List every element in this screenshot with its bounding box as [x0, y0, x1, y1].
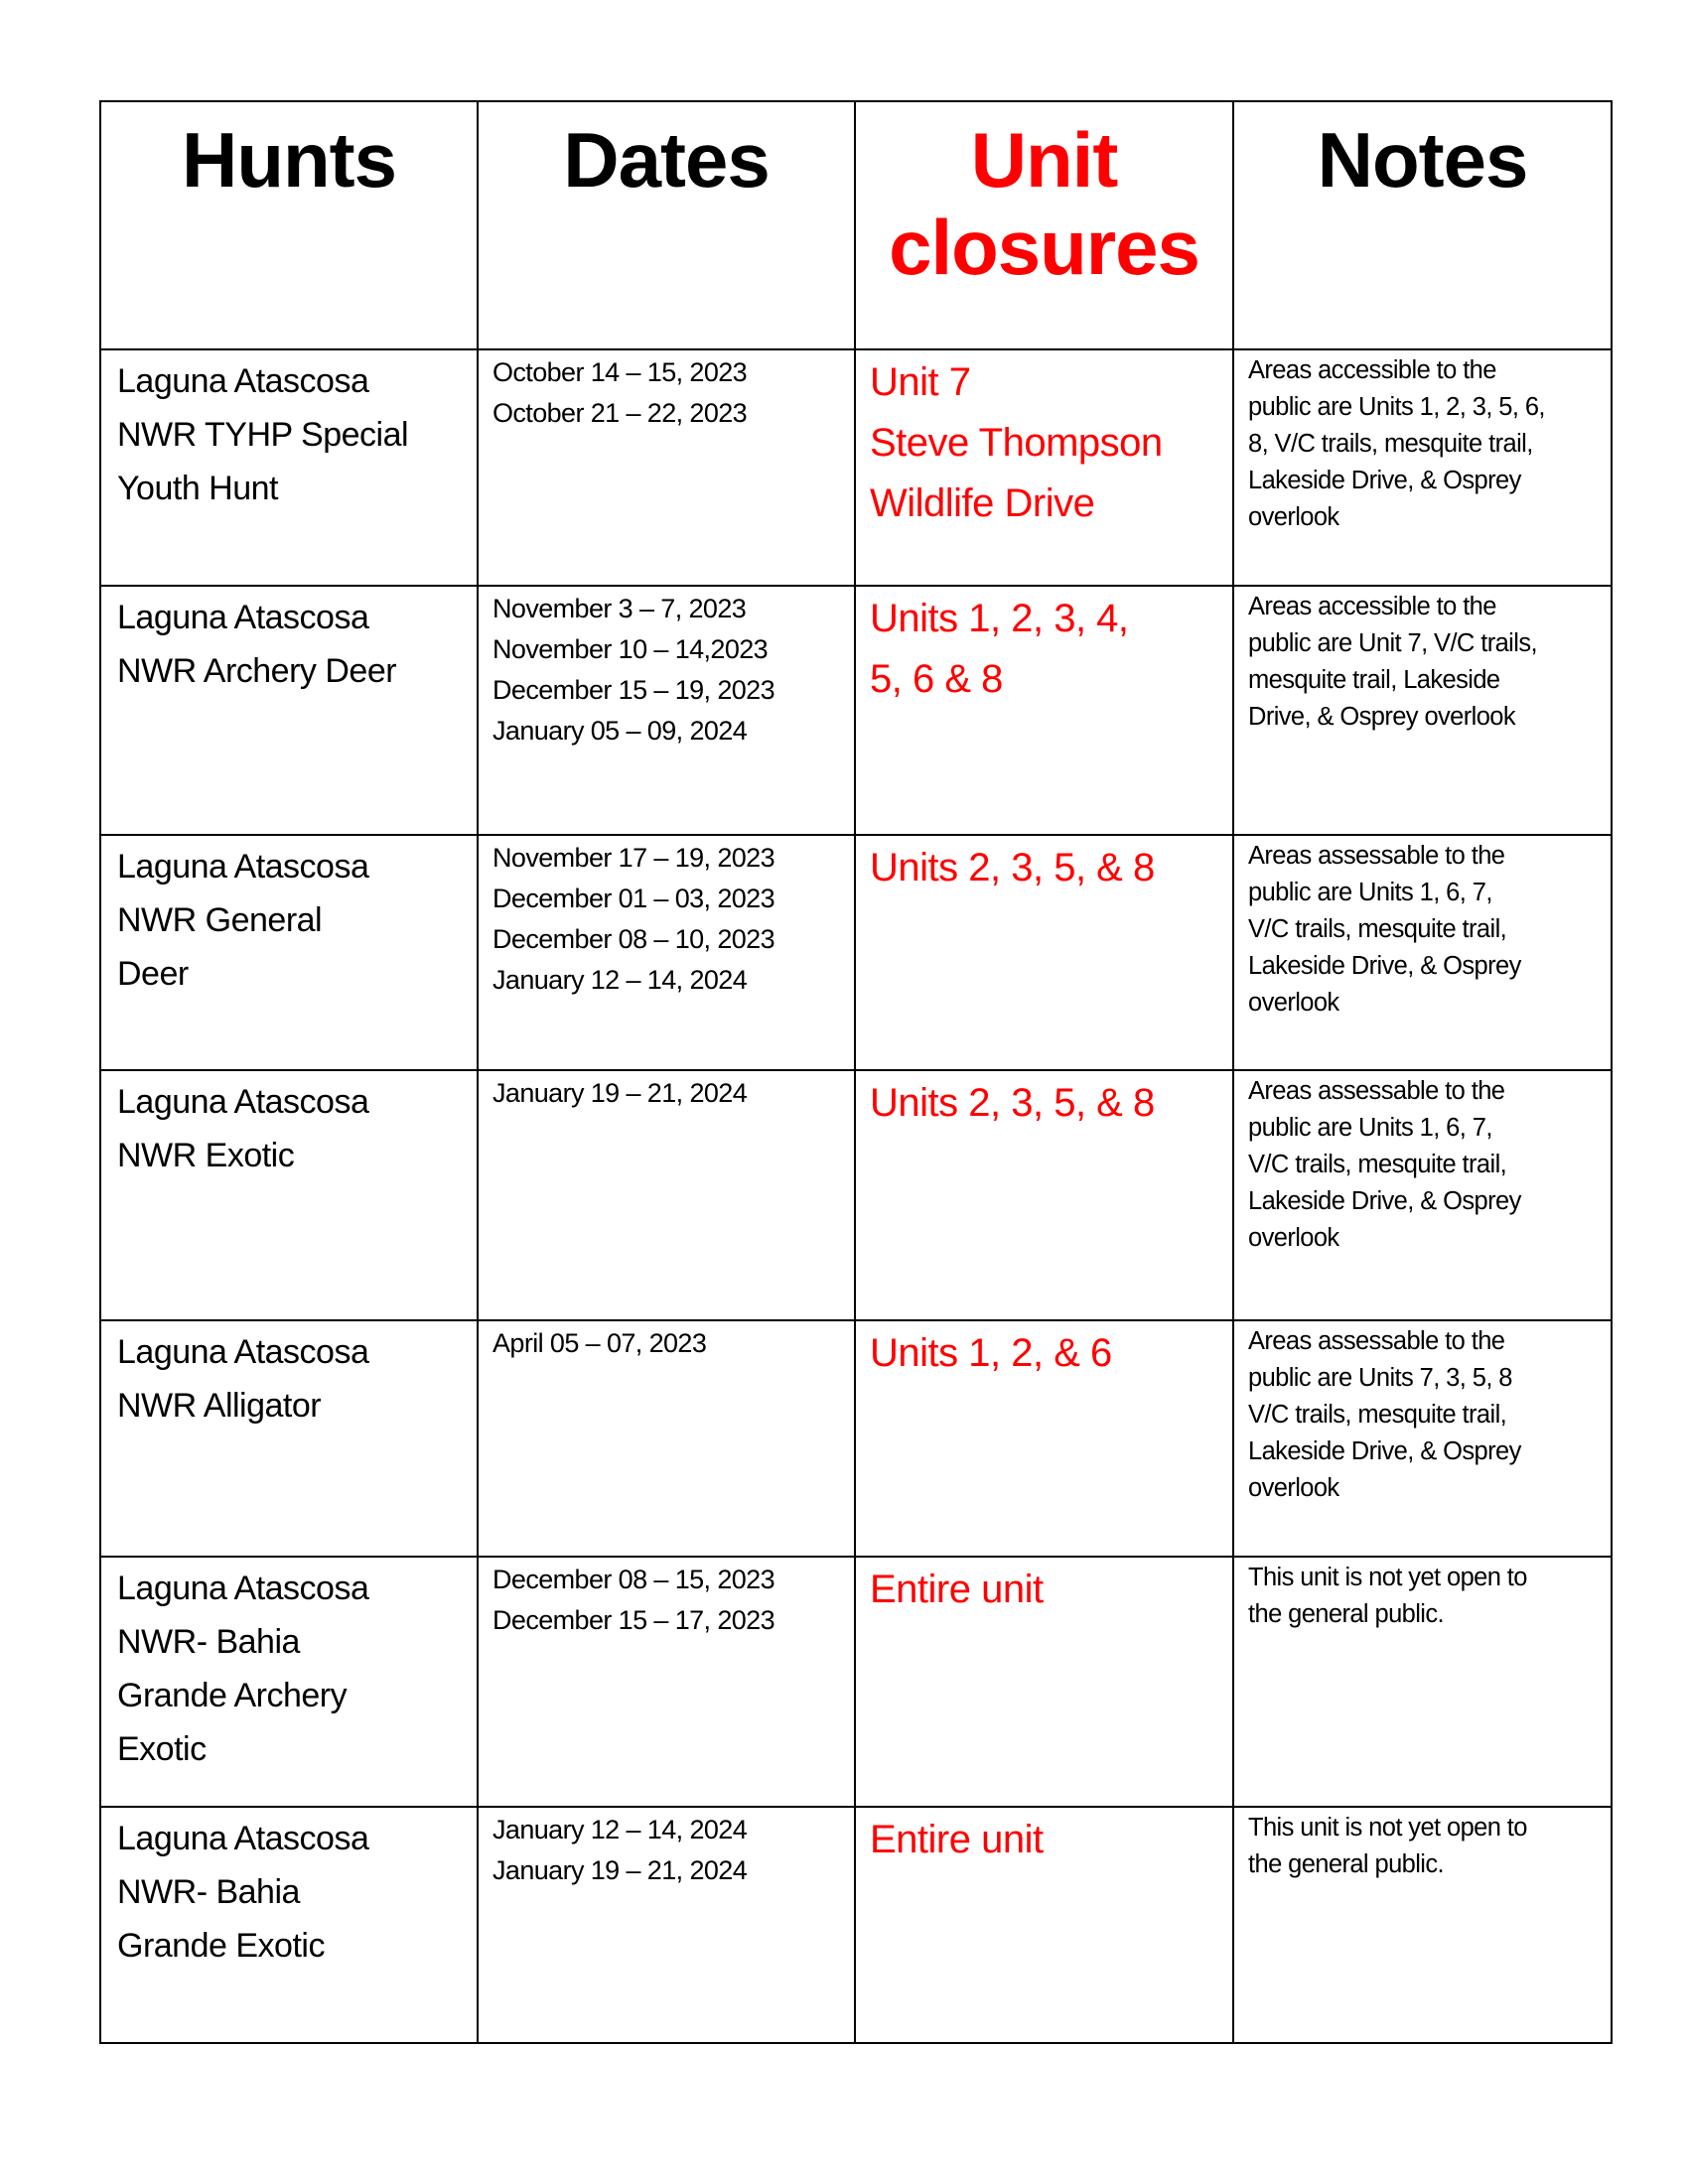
hunt-name-line: Laguna Atascosa — [117, 1570, 369, 1607]
dates-cell — [478, 1557, 855, 1807]
unit-closures-cell — [855, 586, 1233, 835]
table-row — [100, 1557, 1612, 1807]
table-row — [100, 1807, 1612, 2043]
notes-line: overlook — [1248, 989, 1339, 1017]
notes-line: Areas assessable to the — [1248, 1327, 1505, 1355]
hunt-name-line: Exotic — [117, 1730, 207, 1768]
notes-line: V/C trails, mesquite trail, — [1248, 1401, 1507, 1429]
table-row — [100, 835, 1612, 1070]
notes-cell — [1233, 1070, 1612, 1320]
header-notes-label: Notes — [1317, 116, 1528, 204]
table-row — [100, 349, 1612, 586]
date-range: April 05 – 07, 2023 — [492, 1328, 707, 1358]
header-row — [100, 101, 1612, 349]
header-notes — [1233, 101, 1612, 349]
date-range: December 08 – 10, 2023 — [492, 924, 774, 954]
unit-closures-cell — [855, 349, 1233, 586]
hunt-name-line: Laguna Atascosa — [117, 1333, 369, 1371]
unit-closures-cell — [855, 835, 1233, 1070]
hunt-name-line: NWR- Bahia — [117, 1623, 300, 1661]
header-hunts-label: Hunts — [182, 116, 396, 204]
date-range: January 12 – 14, 2024 — [492, 1815, 748, 1844]
notes-cell — [1233, 1320, 1612, 1557]
header-unit-closures-line1: Unit — [970, 116, 1118, 204]
header-unit-closures-line2: closures — [889, 204, 1199, 291]
hunt-name-cell — [100, 835, 478, 1070]
notes-line: overlook — [1248, 503, 1339, 531]
hunt-name-line: NWR Archery Deer — [117, 652, 397, 690]
closure-line: 5, 6 & 8 — [870, 657, 1003, 701]
closure-line: Steve Thompson — [870, 421, 1163, 465]
header-hunts — [100, 101, 478, 349]
notes-line: Areas accessible to the — [1248, 593, 1496, 620]
hunts-table — [99, 100, 1613, 2044]
notes-line: This unit is not yet open to — [1248, 1814, 1527, 1842]
notes-line: public are Units 1, 6, 7, — [1248, 879, 1492, 906]
date-range: November 3 – 7, 2023 — [492, 594, 747, 623]
notes-line: public are Unit 7, V/C trails, — [1248, 629, 1537, 657]
table-body — [100, 349, 1612, 2043]
notes-line: V/C trails, mesquite trail, — [1248, 1151, 1507, 1178]
hunt-name-line: NWR Alligator — [117, 1387, 322, 1425]
hunt-name-cell — [100, 1320, 478, 1557]
notes-line: V/C trails, mesquite trail, — [1248, 915, 1507, 943]
unit-closures-cell — [855, 1070, 1233, 1320]
closure-line: Units 1, 2, & 6 — [870, 1331, 1112, 1375]
hunt-name-cell — [100, 1557, 478, 1807]
notes-line: Lakeside Drive, & Osprey — [1248, 1437, 1521, 1465]
closure-line: Units 2, 3, 5, & 8 — [870, 846, 1155, 889]
notes-line: overlook — [1248, 1474, 1339, 1502]
notes-line: public are Units 1, 6, 7, — [1248, 1114, 1492, 1142]
hunt-name-line: NWR Exotic — [117, 1137, 295, 1174]
table-row — [100, 1070, 1612, 1320]
date-range: January 12 – 14, 2024 — [492, 965, 748, 995]
notes-line: public are Units 1, 2, 3, 5, 6, — [1248, 393, 1545, 421]
closure-line: Entire unit — [870, 1568, 1044, 1611]
dates-cell — [478, 586, 855, 835]
notes-cell — [1233, 586, 1612, 835]
dates-cell — [478, 1070, 855, 1320]
dates-cell — [478, 349, 855, 586]
notes-line: public are Units 7, 3, 5, 8 — [1248, 1364, 1512, 1392]
dates-cell — [478, 1807, 855, 2043]
notes-line: 8, V/C trails, mesquite trail, — [1248, 430, 1533, 458]
hunt-name-cell — [100, 349, 478, 586]
hunt-name-line: NWR TYHP Special — [117, 416, 409, 454]
hunt-name-cell — [100, 1807, 478, 2043]
closure-line: Wildlife Drive — [870, 481, 1095, 525]
notes-line: overlook — [1248, 1224, 1339, 1252]
notes-line: mesquite trail, Lakeside — [1248, 666, 1500, 694]
hunt-name-line: Laguna Atascosa — [117, 1083, 369, 1121]
date-range: October 14 – 15, 2023 — [492, 357, 748, 387]
date-range: November 17 – 19, 2023 — [492, 843, 774, 873]
table-row — [100, 586, 1612, 835]
hunt-name-cell — [100, 586, 478, 835]
notes-cell — [1233, 1807, 1612, 2043]
closure-line: Unit 7 — [870, 360, 971, 404]
notes-line: Areas accessible to the — [1248, 356, 1496, 384]
notes-line: Lakeside Drive, & Osprey — [1248, 952, 1521, 980]
notes-line: This unit is not yet open to — [1248, 1564, 1527, 1591]
hunt-name-cell — [100, 1070, 478, 1320]
date-range: January 19 – 21, 2024 — [492, 1078, 748, 1108]
notes-line: Areas assessable to the — [1248, 1077, 1505, 1105]
date-range: December 15 – 17, 2023 — [492, 1605, 774, 1635]
notes-line: Areas assessable to the — [1248, 842, 1505, 870]
hunt-name-line: NWR- Bahia — [117, 1873, 300, 1911]
date-range: January 05 – 09, 2024 — [492, 716, 748, 746]
hunt-name-line: Laguna Atascosa — [117, 362, 369, 400]
hunt-name-line: Laguna Atascosa — [117, 848, 369, 886]
hunt-name-line: Laguna Atascosa — [117, 599, 369, 636]
notes-cell — [1233, 349, 1612, 586]
header-unit-closures — [855, 101, 1233, 349]
unit-closures-cell — [855, 1557, 1233, 1807]
date-range: October 21 – 22, 2023 — [492, 398, 748, 428]
date-range: January 19 – 21, 2024 — [492, 1855, 748, 1885]
date-range: November 10 – 14,2023 — [492, 634, 769, 664]
notes-line: Lakeside Drive, & Osprey — [1248, 467, 1521, 494]
closure-line: Units 2, 3, 5, & 8 — [870, 1081, 1155, 1125]
notes-line: the general public. — [1248, 1600, 1444, 1628]
table-row — [100, 1320, 1612, 1557]
header-dates — [478, 101, 855, 349]
closure-line: Entire unit — [870, 1818, 1044, 1861]
notes-line: the general public. — [1248, 1850, 1444, 1878]
hunt-name-line: Youth Hunt — [117, 470, 278, 507]
hunt-name-line: Laguna Atascosa — [117, 1820, 369, 1857]
date-range: December 01 – 03, 2023 — [492, 884, 774, 913]
date-range: December 15 – 19, 2023 — [492, 675, 774, 705]
notes-line: Drive, & Osprey overlook — [1248, 703, 1516, 731]
notes-cell — [1233, 1557, 1612, 1807]
header-dates-label: Dates — [563, 116, 770, 204]
dates-cell — [478, 1320, 855, 1557]
notes-line: Lakeside Drive, & Osprey — [1248, 1187, 1521, 1215]
unit-closures-cell — [855, 1320, 1233, 1557]
hunt-name-line: Deer — [117, 955, 189, 993]
closure-line: Units 1, 2, 3, 4, — [870, 597, 1129, 640]
unit-closures-cell — [855, 1807, 1233, 2043]
notes-cell — [1233, 835, 1612, 1070]
hunt-name-line: NWR General — [117, 901, 323, 939]
hunt-name-line: Grande Archery — [117, 1677, 348, 1714]
date-range: December 08 – 15, 2023 — [492, 1565, 774, 1594]
hunt-name-line: Grande Exotic — [117, 1927, 325, 1965]
dates-cell — [478, 835, 855, 1070]
